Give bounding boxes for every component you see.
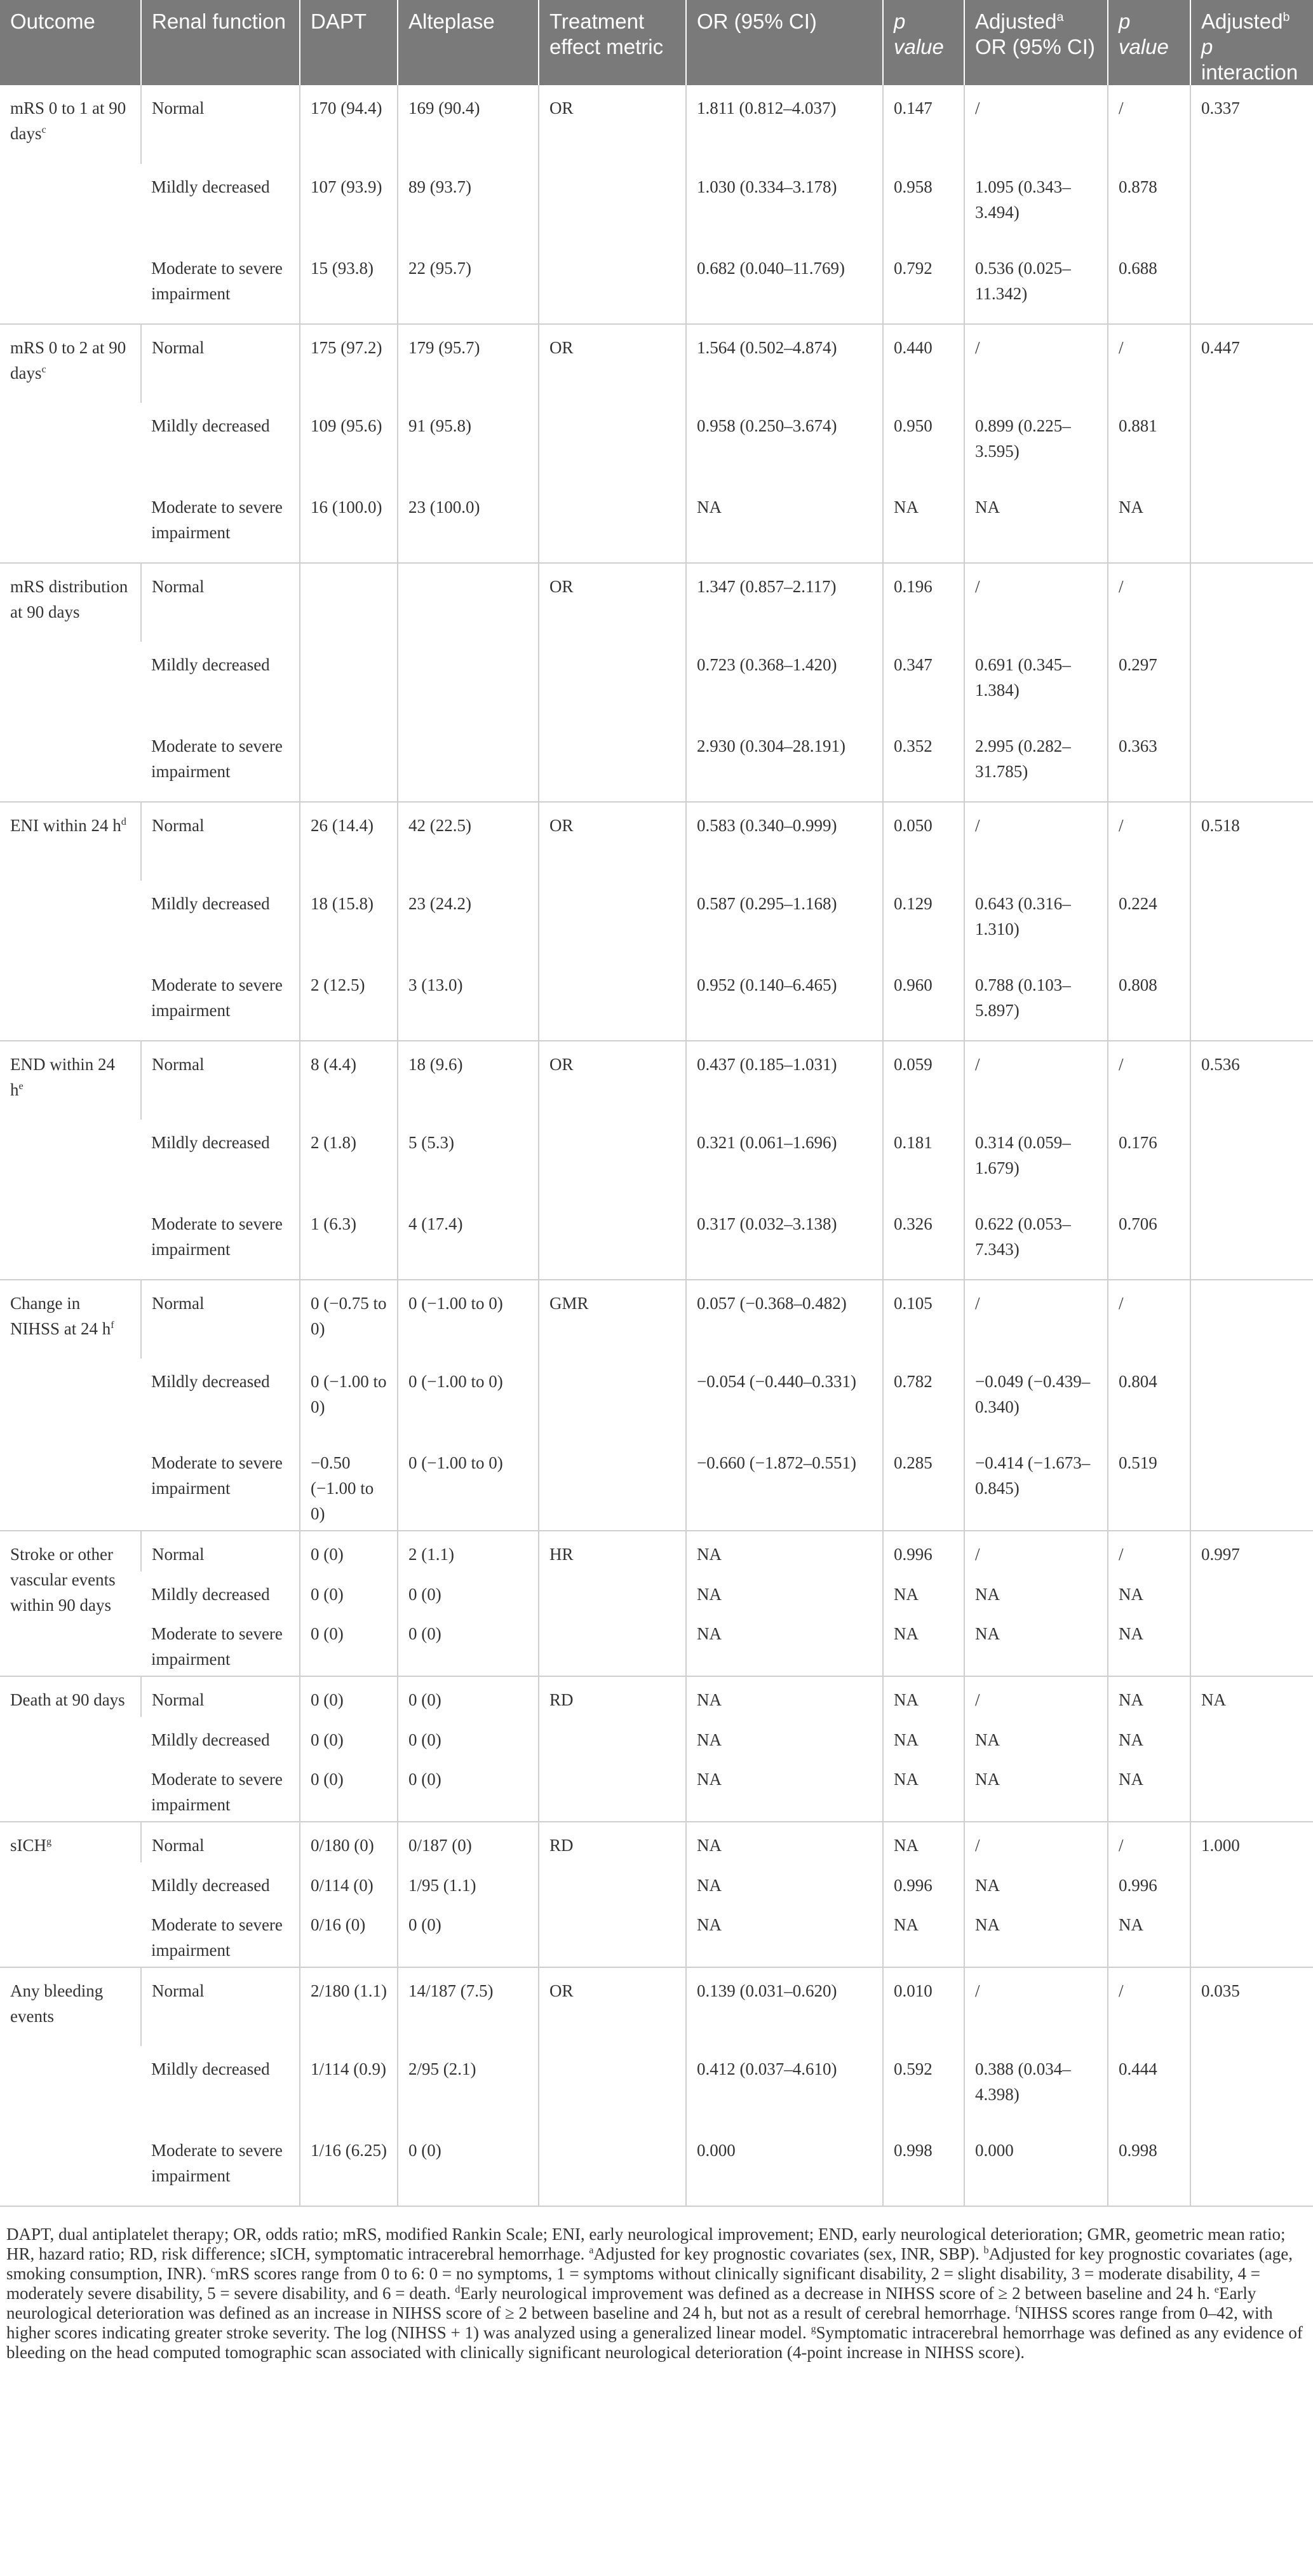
alteplase-cell: 23 (100.0)	[398, 484, 539, 563]
or-ci-cell: 0.139 (0.031–0.620)	[686, 1967, 883, 2046]
p-value-cell: 0.347	[883, 642, 964, 723]
dapt-cell: 0 (0)	[300, 1717, 398, 1756]
alteplase-cell: 18 (9.6)	[398, 1041, 539, 1120]
table-row	[0, 563, 1313, 642]
or-ci-cell: 1.030 (0.334–3.178)	[686, 164, 883, 245]
p-value-cell: 0.998	[883, 2127, 964, 2206]
table-body	[0, 85, 1313, 2206]
renal-function-cell: Moderate to severe impairment	[141, 723, 300, 802]
p-value-cell: NA	[883, 1756, 964, 1822]
p-value-cell: 0.950	[883, 403, 964, 484]
outcome-cell: Change in NIHSS at 24 $h^f$	[0, 1280, 141, 1531]
p-value-cell: 0.592	[883, 2046, 964, 2127]
metric-cell: OR	[539, 324, 686, 563]
p-interaction-cell: 0.337	[1190, 85, 1313, 324]
outcome-cell: ENI within 24 $h^d$	[0, 802, 141, 1041]
p-value-cell: 0.958	[883, 164, 964, 245]
renal-function-cell: Moderate to severe impairment	[141, 1201, 300, 1280]
adjusted-p-value-cell: 0.808	[1108, 962, 1190, 1041]
outcome-cell: Death at 90 days	[0, 1676, 141, 1822]
alteplase-cell: 91 (95.8)	[398, 403, 539, 484]
table-footnote	[0, 2207, 1313, 2362]
adjusted-p-value-cell: /	[1108, 324, 1190, 403]
adjusted-or-cell: /	[964, 1676, 1108, 1717]
alteplase-cell: 179 (95.7)	[398, 324, 539, 403]
adjusted-p-value-cell: 0.996	[1108, 1862, 1190, 1902]
adjusted-or-cell: 2.995 (0.282–31.785)	[964, 723, 1108, 802]
alteplase-cell	[398, 723, 539, 802]
alteplase-cell: 0 (0)	[398, 1902, 539, 1967]
alteplase-cell: 42 (22.5)	[398, 802, 539, 881]
dapt-cell: 0 (−1.00 to 0)	[300, 1359, 398, 1440]
alteplase-cell: 22 (95.7)	[398, 245, 539, 324]
p-interaction-cell: 0.536	[1190, 1041, 1313, 1280]
alteplase-cell	[398, 642, 539, 723]
table-row	[0, 1531, 1313, 1571]
renal-function-cell: Mildly decreased	[151, 655, 270, 674]
adjusted-p-value-cell: /	[1108, 1822, 1190, 1862]
or-ci-cell: NA	[686, 1531, 883, 1571]
renal-function-cell: Mildly decreased	[151, 1730, 270, 1749]
dapt-cell: 1 (6.3)	[300, 1201, 398, 1280]
adjusted-or-cell: 0.643 (0.316–1.310)	[964, 881, 1108, 962]
p-value-cell: 0.129	[883, 881, 964, 962]
adjusted-or-cell: NA	[964, 484, 1108, 563]
alteplase-cell: 0 (0)	[398, 1611, 539, 1676]
or-ci-cell: 0.587 (0.295–1.168)	[686, 881, 883, 962]
table-row	[0, 1041, 1313, 1120]
p-interaction-cell: 0.997	[1190, 1531, 1313, 1676]
adjusted-p-value-cell: NA	[1108, 1611, 1190, 1676]
renal-function-cell: Mildly decreased	[151, 1372, 270, 1391]
alteplase-cell: 169 (90.4)	[398, 85, 539, 164]
p-value-cell: NA	[883, 1717, 964, 1756]
p-value-cell: 0.792	[883, 245, 964, 324]
adjusted-or-cell: −0.414 (−1.673–0.845)	[964, 1440, 1108, 1531]
dapt-cell: 0/180 (0)	[300, 1822, 398, 1862]
renal-function-cell: Normal	[141, 1280, 300, 1359]
column-header: Renal function	[141, 0, 300, 85]
outcome-cell: sICH$^g$	[0, 1822, 141, 1967]
dapt-cell: 1/16 (6.25)	[300, 2127, 398, 2206]
p-value-cell: NA	[883, 1571, 964, 1611]
adjusted-p-value-cell: 0.998	[1108, 2127, 1190, 2206]
dapt-cell: 2 (1.8)	[300, 1120, 398, 1201]
or-ci-cell: NA	[686, 1571, 883, 1611]
p-interaction-cell	[1190, 563, 1313, 802]
adjusted-p-value-cell: 0.297	[1108, 642, 1190, 723]
renal-function-cell: Mildly decreased	[151, 1133, 270, 1152]
adjusted-p-value-cell: /	[1108, 802, 1190, 881]
dapt-cell: 16 (100.0)	[300, 484, 398, 563]
metric-cell: OR	[539, 1967, 686, 2206]
alteplase-cell: 0 (−1.00 to 0)	[398, 1359, 539, 1440]
adjusted-p-value-cell: 0.706	[1108, 1201, 1190, 1280]
adjusted-p-value-cell: NA	[1108, 1571, 1190, 1611]
table-row	[0, 802, 1313, 881]
renal-function-cell: Normal	[141, 563, 300, 642]
alteplase-cell: 89 (93.7)	[398, 164, 539, 245]
p-value-cell: NA	[883, 1676, 964, 1717]
or-ci-cell: −0.660 (−1.872–0.551)	[686, 1440, 883, 1531]
table-row	[0, 1967, 1313, 2046]
p-value-cell: 0.010	[883, 1967, 964, 2046]
or-ci-cell: NA	[686, 1676, 883, 1717]
table-row	[0, 1676, 1313, 1717]
column-header: DAPT	[300, 0, 398, 85]
dapt-cell: 0 (0)	[300, 1611, 398, 1676]
adjusted-p-value-cell: 0.881	[1108, 403, 1190, 484]
or-ci-cell: NA	[686, 1717, 883, 1756]
adjusted-or-cell: −0.049 (−0.439–0.340)	[964, 1359, 1108, 1440]
or-ci-cell: NA	[686, 1902, 883, 1967]
metric-cell: OR	[539, 1041, 686, 1280]
adjusted-or-cell: 0.788 (0.103–5.897)	[964, 962, 1108, 1041]
p-interaction-cell: 0.447	[1190, 324, 1313, 563]
adjusted-or-cell: /	[964, 563, 1108, 642]
renal-function-cell: Moderate to severe impairment	[141, 1902, 300, 1967]
or-ci-cell: 0.723 (0.368–1.420)	[686, 642, 883, 723]
alteplase-cell: 0 (0)	[398, 1676, 539, 1717]
adjusted-or-cell: /	[964, 1967, 1108, 2046]
adjusted-or-cell: /	[964, 1280, 1108, 1359]
alteplase-cell: 0 (−1.00 to 0)	[398, 1280, 539, 1359]
table-row	[0, 1280, 1313, 1359]
p-value-cell: NA	[883, 1902, 964, 1967]
column-header: Treatment effect metric	[539, 0, 686, 85]
or-ci-cell: 1.347 (0.857–2.117)	[686, 563, 883, 642]
or-ci-cell: 0.057 (−0.368–0.482)	[686, 1280, 883, 1359]
renal-function-cell: Normal	[141, 1676, 300, 1717]
adjusted-p-value-cell: 0.176	[1108, 1120, 1190, 1201]
renal-function-cell: Moderate to severe impairment	[141, 1440, 300, 1531]
adjusted-or-cell: /	[964, 85, 1108, 164]
table-header	[0, 0, 1313, 85]
renal-function-cell: Mildly decreased	[151, 1876, 270, 1895]
table-row	[0, 324, 1313, 403]
dapt-cell: 2/180 (1.1)	[300, 1967, 398, 2046]
or-ci-cell: NA	[686, 1822, 883, 1862]
p-value-cell: NA	[883, 1611, 964, 1676]
column-header: Alteplase	[398, 0, 539, 85]
renal-function-cell: Moderate to severe impairment	[141, 2127, 300, 2206]
renal-function-cell: Normal	[141, 802, 300, 881]
p-value-cell: 0.440	[883, 324, 964, 403]
metric-cell: OR	[539, 802, 686, 1041]
adjusted-p-value-cell: NA	[1108, 1676, 1190, 1717]
dapt-cell: 0 (0)	[300, 1756, 398, 1822]
p-value-cell: 0.996	[883, 1531, 964, 1571]
footnote-text: DAPT, dual antiplatelet therapy; OR, odds ratio; mRS, modified Rankin Scale; ENI, early neurological improvement; END, early neurological deterioration; GMR, geometric mean ratio; HR, hazard ratio; RD, risk difference; sICH, symptomatic intracerebral hemorrhage. $^a$Adjusted for key prognostic covariates (sex, INR, SBP). $^b$Adjusted for key prognostic covariates (age, smoking consumption, INR). $^c$mRS scores range from 0 to 6: 0 = no symptoms, 1 = symptoms without clinically significant disability, 2 = slight disability, 3 = moderate disability, 4 = moderately severe disability, 5 = severe disability, and 6 = death. $^d$Early neurological improvement was defined as a decrease in NIHSS score of ≥ 2 between baseline and 24 h. $^e$Early neurological deterioration was defined as an increase in NIHSS score of ≥ 2 between baseline and 24 h, but not as a result of cerebral hemorrhage. $^f$NIHSS scores range from 0–42, with higher scores indicating greater stroke severity. The log (NIHSS + 1) was analyzed using a generalized linear model. $^g$Symptomatic intracerebral hemorrhage was defined as any evidence of bleeding on the head computed tomographic scan associated with clinically significant neurological deterioration (4-point increase in NIHSS score).	[6, 2225, 1303, 2362]
alteplase-cell: 1/95 (1.1)	[398, 1862, 539, 1902]
p-value-cell: 0.285	[883, 1440, 964, 1531]
adjusted-p-value-cell: /	[1108, 85, 1190, 164]
renal-function-cell: Normal	[141, 1041, 300, 1120]
alteplase-cell: 14/187 (7.5)	[398, 1967, 539, 2046]
dapt-cell	[300, 642, 398, 723]
adjusted-or-cell: 1.095 (0.343–3.494)	[964, 164, 1108, 245]
outcome-cell: Any bleeding events	[0, 1967, 141, 2206]
renal-function-cell: Mildly decreased	[151, 894, 270, 913]
outcome-cell: END within 24 $h^e$	[0, 1041, 141, 1280]
adjusted-or-cell: /	[964, 324, 1108, 403]
dapt-cell: 0/114 (0)	[300, 1862, 398, 1902]
p-value-cell: 0.960	[883, 962, 964, 1041]
adjusted-or-cell: 0.899 (0.225–3.595)	[964, 403, 1108, 484]
column-header: p value	[883, 0, 964, 85]
or-ci-cell: 0.412 (0.037–4.610)	[686, 2046, 883, 2127]
column-header: Adjusted$^b$ p interaction	[1190, 0, 1313, 85]
alteplase-cell: 0 (0)	[398, 2127, 539, 2206]
dapt-cell: 0 (0)	[300, 1531, 398, 1571]
p-interaction-cell	[1190, 1280, 1313, 1531]
adjusted-p-value-cell: 0.224	[1108, 881, 1190, 962]
renal-function-cell: Moderate to severe impairment	[141, 962, 300, 1041]
alteplase-cell: 3 (13.0)	[398, 962, 539, 1041]
p-value-cell: NA	[883, 484, 964, 563]
adjusted-p-value-cell: 0.519	[1108, 1440, 1190, 1531]
adjusted-p-value-cell: 0.444	[1108, 2046, 1190, 2127]
adjusted-or-cell: NA	[964, 1756, 1108, 1822]
adjusted-p-value-cell: 0.688	[1108, 245, 1190, 324]
adjusted-p-value-cell: /	[1108, 1041, 1190, 1120]
dapt-cell: 26 (14.4)	[300, 802, 398, 881]
adjusted-or-cell: 0.314 (0.059–1.679)	[964, 1120, 1108, 1201]
or-ci-cell: 0.317 (0.032–3.138)	[686, 1201, 883, 1280]
p-value-cell: 0.352	[883, 723, 964, 802]
renal-function-cell: Moderate to severe impairment	[141, 484, 300, 563]
renal-function-cell: Normal	[141, 324, 300, 403]
metric-cell: RD	[539, 1676, 686, 1822]
or-ci-cell: 0.952 (0.140–6.465)	[686, 962, 883, 1041]
renal-function-cell: Mildly decreased	[151, 177, 270, 196]
or-ci-cell: 2.930 (0.304–28.191)	[686, 723, 883, 802]
adjusted-p-value-cell: 0.804	[1108, 1359, 1190, 1440]
p-value-cell: 0.996	[883, 1862, 964, 1902]
adjusted-or-cell: NA	[964, 1611, 1108, 1676]
or-ci-cell: 0.958 (0.250–3.674)	[686, 403, 883, 484]
alteplase-cell	[398, 563, 539, 642]
adjusted-or-cell: /	[964, 802, 1108, 881]
dapt-cell: 175 (97.2)	[300, 324, 398, 403]
adjusted-or-cell: 0.388 (0.034–4.398)	[964, 2046, 1108, 2127]
metric-cell: OR	[539, 563, 686, 802]
adjusted-p-value-cell: NA	[1108, 1756, 1190, 1822]
adjusted-p-value-cell: /	[1108, 1280, 1190, 1359]
alteplase-cell: 0 (−1.00 to 0)	[398, 1440, 539, 1531]
adjusted-or-cell: NA	[964, 1902, 1108, 1967]
dapt-cell: 1/114 (0.9)	[300, 2046, 398, 2127]
adjusted-or-cell: 0.536 (0.025–11.342)	[964, 245, 1108, 324]
renal-function-cell: Moderate to severe impairment	[141, 1756, 300, 1822]
p-value-cell: 0.196	[883, 563, 964, 642]
adjusted-p-value-cell: /	[1108, 563, 1190, 642]
or-ci-cell: 1.564 (0.502–4.874)	[686, 324, 883, 403]
dapt-cell: 2 (12.5)	[300, 962, 398, 1041]
p-value-cell: NA	[883, 1822, 964, 1862]
column-header: Outcome	[0, 0, 141, 85]
adjusted-p-value-cell: NA	[1108, 1717, 1190, 1756]
outcome-cell: mRS 0 to 2 at 90 days$^c$	[0, 324, 141, 563]
or-ci-cell: 0.321 (0.061–1.696)	[686, 1120, 883, 1201]
adjusted-or-cell: /	[964, 1041, 1108, 1120]
or-ci-cell: 1.811 (0.812–4.037)	[686, 85, 883, 164]
dapt-cell: 109 (95.6)	[300, 403, 398, 484]
adjusted-p-value-cell: NA	[1108, 484, 1190, 563]
table-row	[0, 1822, 1313, 1862]
p-interaction-cell: 0.035	[1190, 1967, 1313, 2206]
dapt-cell: −0.50 (−1.00 to 0)	[300, 1440, 398, 1531]
dapt-cell: 0 (−0.75 to 0)	[300, 1280, 398, 1359]
p-value-cell: 0.059	[883, 1041, 964, 1120]
dapt-cell: 18 (15.8)	[300, 881, 398, 962]
p-value-cell: 0.782	[883, 1359, 964, 1440]
p-value-cell: 0.147	[883, 85, 964, 164]
alteplase-cell: 4 (17.4)	[398, 1201, 539, 1280]
renal-function-cell: Normal	[141, 1531, 300, 1571]
metric-cell: OR	[539, 85, 686, 324]
alteplase-cell: 0 (0)	[398, 1571, 539, 1611]
or-ci-cell: 0.682 (0.040–11.769)	[686, 245, 883, 324]
column-header: p value	[1108, 0, 1190, 85]
alteplase-cell: 5 (5.3)	[398, 1120, 539, 1201]
adjusted-p-value-cell: 0.878	[1108, 164, 1190, 245]
renal-function-cell: Mildly decreased	[151, 2059, 270, 2078]
adjusted-or-cell: 0.691 (0.345–1.384)	[964, 642, 1108, 723]
dapt-cell: 0/16 (0)	[300, 1902, 398, 1967]
table-row	[0, 85, 1313, 164]
dapt-cell: 107 (93.9)	[300, 164, 398, 245]
p-value-cell: 0.181	[883, 1120, 964, 1201]
header-row	[0, 0, 1313, 85]
adjusted-or-cell: /	[964, 1531, 1108, 1571]
outcome-cell: Stroke or other vascular events within 90 days	[0, 1531, 141, 1676]
p-interaction-cell: 0.518	[1190, 802, 1313, 1041]
dapt-cell: 8 (4.4)	[300, 1041, 398, 1120]
p-value-cell: 0.326	[883, 1201, 964, 1280]
adjusted-p-value-cell: /	[1108, 1967, 1190, 2046]
adjusted-or-cell: NA	[964, 1571, 1108, 1611]
alteplase-cell: 2/95 (2.1)	[398, 2046, 539, 2127]
metric-cell: GMR	[539, 1280, 686, 1531]
dapt-cell	[300, 563, 398, 642]
or-ci-cell: NA	[686, 484, 883, 563]
renal-function-cell: Normal	[141, 1822, 300, 1862]
alteplase-cell: 2 (1.1)	[398, 1531, 539, 1571]
adjusted-or-cell: 0.000	[964, 2127, 1108, 2206]
outcome-cell: mRS distribution at 90 days	[0, 563, 141, 802]
alteplase-cell: 0 (0)	[398, 1717, 539, 1756]
column-header: OR (95% CI)	[686, 0, 883, 85]
renal-function-cell: Mildly decreased	[151, 416, 270, 435]
adjusted-or-cell: NA	[964, 1862, 1108, 1902]
or-ci-cell: NA	[686, 1862, 883, 1902]
outcome-cell: mRS 0 to 1 at 90 days$^c$	[0, 85, 141, 324]
alteplase-cell: 0/187 (0)	[398, 1822, 539, 1862]
dapt-cell: 0 (0)	[300, 1571, 398, 1611]
p-interaction-cell: 1.000	[1190, 1822, 1313, 1967]
p-value-cell: 0.050	[883, 802, 964, 881]
adjusted-p-value-cell: /	[1108, 1531, 1190, 1571]
adjusted-or-cell: /	[964, 1822, 1108, 1862]
renal-function-cell: Mildly decreased	[151, 1585, 270, 1604]
metric-cell: HR	[539, 1531, 686, 1676]
p-interaction-cell: NA	[1190, 1676, 1313, 1822]
dapt-cell	[300, 723, 398, 802]
alteplase-cell: 23 (24.2)	[398, 881, 539, 962]
adjusted-p-value-cell: NA	[1108, 1902, 1190, 1967]
or-ci-cell: NA	[686, 1611, 883, 1676]
renal-function-cell: Normal	[141, 1967, 300, 2046]
or-ci-cell: −0.054 (−0.440–0.331)	[686, 1359, 883, 1440]
column-header: Adjusted$^a$ OR (95% CI)	[964, 0, 1108, 85]
dapt-cell: 15 (93.8)	[300, 245, 398, 324]
or-ci-cell: NA	[686, 1756, 883, 1822]
renal-function-cell: Moderate to severe impairment	[141, 1611, 300, 1676]
p-value-cell: 0.105	[883, 1280, 964, 1359]
renal-function-cell: Moderate to severe impairment	[141, 245, 300, 324]
adjusted-or-cell: 0.622 (0.053–7.343)	[964, 1201, 1108, 1280]
adjusted-p-value-cell: 0.363	[1108, 723, 1190, 802]
dapt-cell: 170 (94.4)	[300, 85, 398, 164]
metric-cell: RD	[539, 1822, 686, 1967]
or-ci-cell: 0.000	[686, 2127, 883, 2206]
alteplase-cell: 0 (0)	[398, 1756, 539, 1822]
adjusted-or-cell: NA	[964, 1717, 1108, 1756]
dapt-cell: 0 (0)	[300, 1676, 398, 1717]
or-ci-cell: 0.437 (0.185–1.031)	[686, 1041, 883, 1120]
or-ci-cell: 0.583 (0.340–0.999)	[686, 802, 883, 881]
renal-function-cell: Normal	[141, 85, 300, 164]
